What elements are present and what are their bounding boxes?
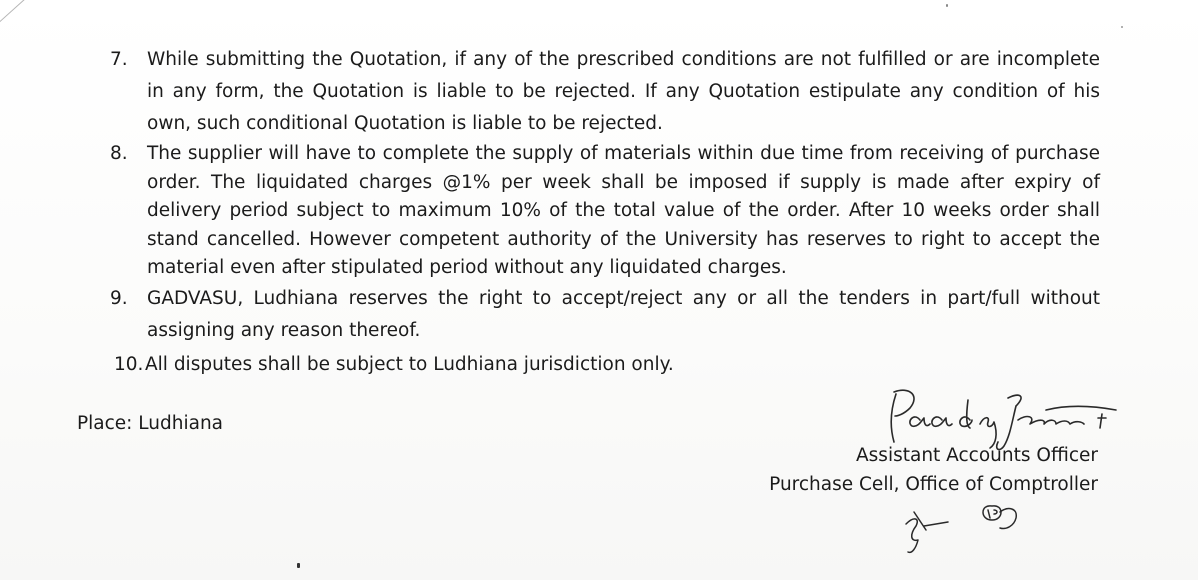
term-text: All disputes shall be subject to Ludhiana jurisdiction only. [145,353,674,375]
term-text: GADVASU, Ludhiana reserves the right to accept/reject any or all the tenders in part/full without assigning any reason thereof. [147,287,1100,341]
officer-block [769,441,1098,499]
scan-edge-mark [0,0,72,31]
ink-speck [946,4,948,7]
term-number: 8. [110,143,128,164]
terms-list [106,44,1100,381]
term-text: The supplier will have to complete the supply of materials within due time from receiving of purchase order. The liquidated charges @1% per week shall be imposed if supply is made after expiry of delivery period subject to maximum 10% of the total value of the order. After 10 weeks order shall stand cancelled. However competent authority of the University has reserves to right to accept the material even after stipulated period without any liquidated charges. [147,143,1100,278]
term-text: While submitting the Quotation, if any of the prescribed conditions are not fulfilled or are incomplete in any form, the Quotation is liable to be rejected. If any Quotation estipulate any condition of his own, such conditional Quotation is liable to be rejected. [147,49,1100,134]
term-item-9 [106,283,1100,347]
term-number: 10. [114,353,144,375]
officer-office: Purchase Cell, Office of Comptroller [769,474,1098,495]
term-item-8 [106,140,1100,283]
term-number: 7. [110,49,128,70]
ink-speck [1121,26,1123,28]
place-line: Place: Ludhiana [77,413,224,434]
term-number: 9. [110,287,128,309]
officer-designation: Assistant Accounts Officer [856,445,1098,466]
ink-speck [297,563,300,568]
initials-mark [896,496,1106,566]
term-item-7 [106,44,1100,140]
term-item-10 [106,349,1100,381]
